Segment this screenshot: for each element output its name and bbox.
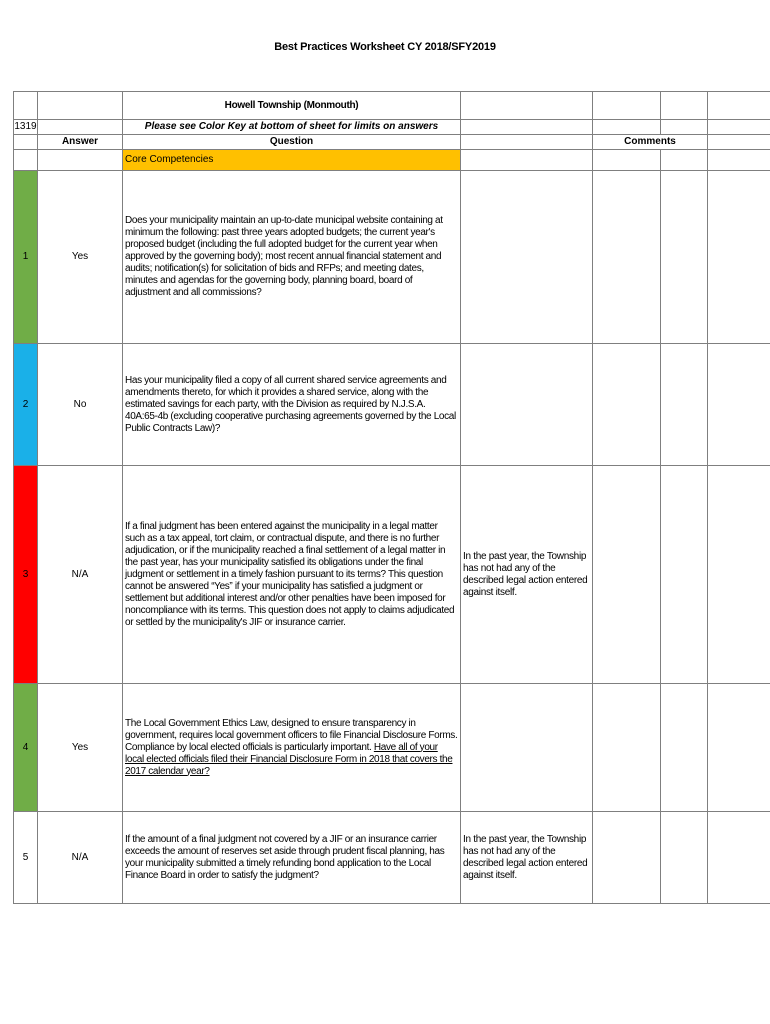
comment-text[interactable]: In the past year, the Township has not had any of the described legal action entered against itself. <box>461 466 593 684</box>
question-text <box>123 684 461 812</box>
question-header: Question <box>123 135 461 150</box>
question-text: Does your municipality maintain an up-to-date municipal website containing at minimum the following: past three years adopted budgets; the current year's proposed budget (including the full adopted budget for the current year when approved by the governing body); most recent annual financial statement and audits; notification(s) for solicitation of bids and RFPs; and meeting dates, minutes and agendas for the governing body, planning board, board of adjustment and all commissions? <box>123 171 461 344</box>
question-text-plain: The Local Government Ethics Law, designed to ensure transparency in government, requires local government officers to file Financial Disclosure Forms. Compliance by local elected officials is particularly important. <box>125 717 458 753</box>
question-row-4 <box>14 684 770 812</box>
question-row-2 <box>14 344 770 466</box>
section-label: Core Competencies <box>123 150 461 171</box>
answer-header: Answer <box>38 135 123 150</box>
answer-value[interactable]: N/A <box>38 466 123 684</box>
municipality-name: Howell Township (Monmouth) <box>123 92 461 120</box>
row-number: 5 <box>14 812 38 904</box>
question-text-underlined: Have all of your local elected officials filed their Financial Disclosure Form in 2018 that covers the 2017 calendar year? <box>125 741 453 777</box>
comment-text[interactable] <box>461 344 593 466</box>
page-title: Best Practices Worksheet CY 2018/SFY2019 <box>274 41 496 53</box>
comments-header: Comments <box>593 135 708 150</box>
answer-value[interactable]: Yes <box>38 171 123 344</box>
worksheet-table <box>13 91 770 904</box>
section-row <box>14 150 770 171</box>
row-number: 1 <box>14 171 38 344</box>
municipality-code: 1319 <box>14 120 38 135</box>
row-number: 4 <box>14 684 38 812</box>
comment-text[interactable] <box>461 684 593 812</box>
question-row-5 <box>14 812 770 904</box>
header-row <box>14 135 770 150</box>
question-text: Has your municipality filed a copy of all current shared service agreements and amendments thereto, for which it provides a shared service, along with the estimated savings for each party, with the Division as required by N.J.S.A. 40A:65-4b (excluding cooperative purchasing agreements governed by the Local Public Contracts Law)? <box>123 344 461 466</box>
comment-text[interactable]: In the past year, the Township has not had any of the described legal action entered against itself. <box>461 812 593 904</box>
municipality-row <box>14 92 770 120</box>
comment-text[interactable] <box>461 171 593 344</box>
row-number: 3 <box>14 466 38 684</box>
question-text: If the amount of a final judgment not covered by a JIF or an insurance carrier exceeds the amount of reserves set aside through prudent fiscal planning, has your municipality submitted a timely refunding bond application to the Local Finance Board in order to satisfy the judgment? <box>123 812 461 904</box>
question-text: If a final judgment has been entered against the municipality in a legal matter such as a tax appeal, tort claim, or contractual dispute, and there is no further adjudication, or if the municipality reached a final settlement of a legal matter in the past year, has your municipality satisfied its obligations under the final judgment or settlement in a timely fashion pursuant to its terms? This question cannot be answered “Yes” if your municipality has satisfied a judgment or settlement but additional interest and/or other penalties have been imposed for noncompliance with its terms. This question does not apply to claims adjudicated or settled by the municipality's JIF or insurance carrier. <box>123 466 461 684</box>
answer-value[interactable]: No <box>38 344 123 466</box>
question-row-1 <box>14 171 770 344</box>
question-row-3 <box>14 466 770 684</box>
color-key-note: Please see Color Key at bottom of sheet for limits on answers <box>123 120 461 135</box>
answer-value[interactable]: N/A <box>38 812 123 904</box>
color-key-row <box>14 120 770 135</box>
answer-value[interactable]: Yes <box>38 684 123 812</box>
row-number: 2 <box>14 344 38 466</box>
